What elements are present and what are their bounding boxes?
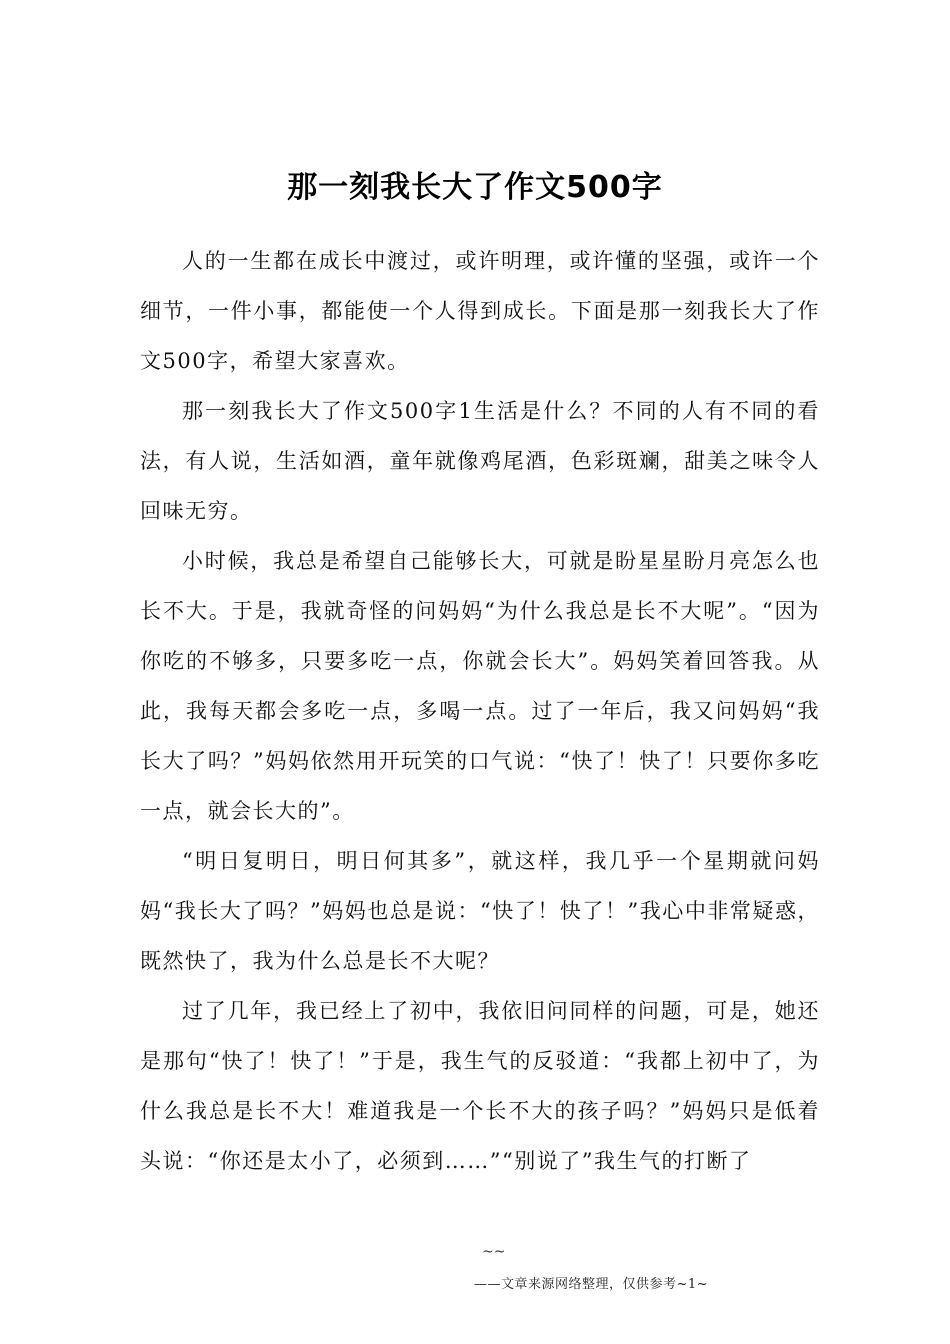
- paragraph-what-is-life: 那一刻我长大了作文500字1生活是什么？不同的人有不同的看法，有人说，生活如酒，童年就像鸡尾酒，色彩斑斓，甜美之味令人回味无穷。: [140, 399, 820, 523]
- paragraph-middle-school: 过了几年，我已经上了初中，我依旧问同样的问题，可是，她还是那句“快了！快了！”于是，我生气的反驳道：“我都上初中了，为什么我总是长不大！难道我是一个长不大的孩子吗？”妈妈只是低着头说：“你还是太小了，必须到……”“别说了”我生气的打断了: [140, 999, 820, 1173]
- footer-mark: ~~: [482, 1244, 506, 1260]
- paragraph-childhood: 小时候，我总是希望自己能够长大，可就是盼星星盼月亮怎么也长不大。于是，我就奇怪的问妈妈“为什么我总是长不大呢”。“因为你吃的不够多，只要多吃一点，你就会长大”。妈妈笑着回答我。从此，我每天都会多吃一点，多喝一点。过了一年后，我又问妈妈“我长大了吗？”妈妈依然用开玩笑的口气说：“快了！快了！只要你多吃一点，就会长大的”。: [140, 549, 820, 823]
- footer-note: ——文章来源网络整理，仅供参考~1~: [474, 1277, 709, 1292]
- paragraph-intro: 人的一生都在成长中渡过，或许明理，或许懂的坚强，或许一个细节，一件小事，都能使一个人得到成长。下面是那一刻我长大了作文500字，希望大家喜欢。: [140, 249, 820, 373]
- document-title: 那一刻我长大了作文500字: [287, 170, 663, 206]
- document-body: [140, 236, 820, 1186]
- paragraph-tomorrow: “明日复明日，明日何其多”，就这样，我几乎一个星期就问妈妈“我长大了吗？”妈妈也总是说：“快了！快了！”我心中非常疑惑，既然快了，我为什么总是长不大呢？: [140, 849, 820, 973]
